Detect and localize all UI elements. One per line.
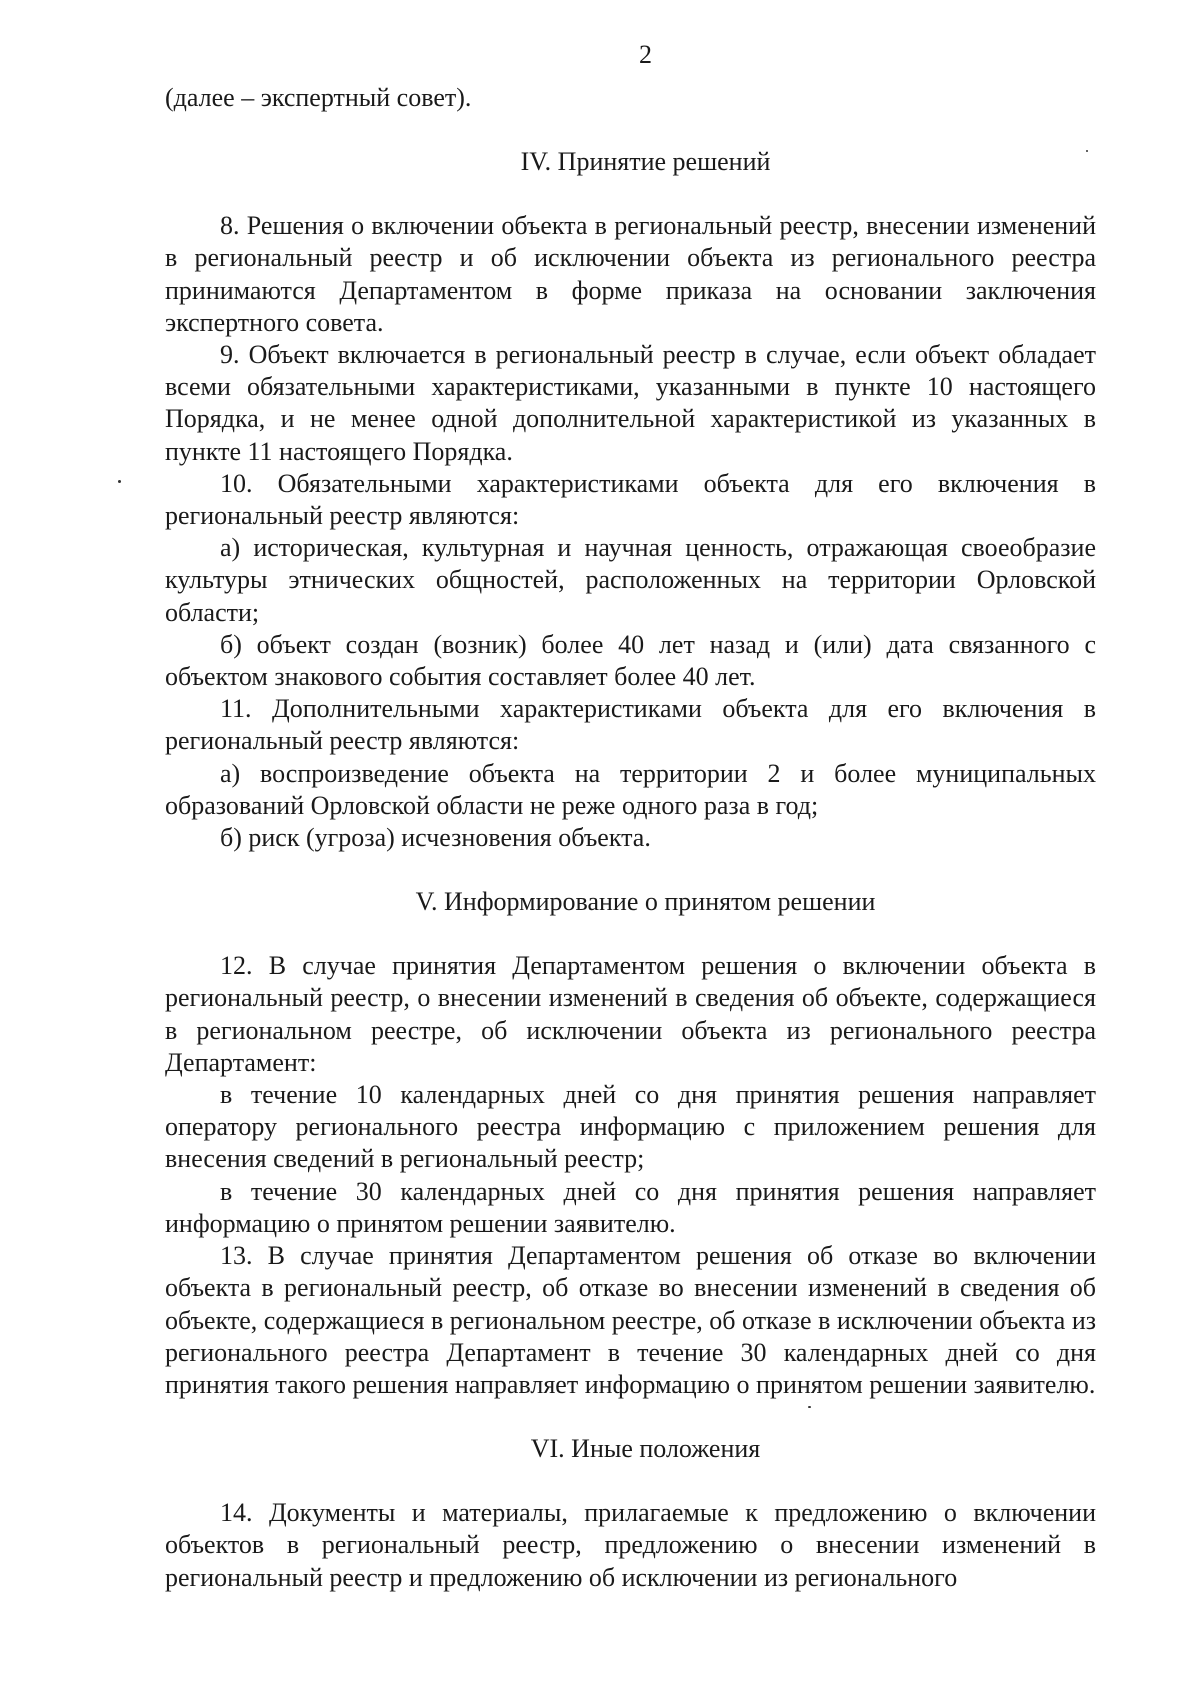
- paragraph-12: 12. В случае принятия Департаментом решения о включении объекта в региональный реестр, о внесении изменений в сведения об объекте, содержащиеся в региональном реестре, об исключении объекта из регионального реестра Департамент:: [165, 951, 1096, 1077]
- section-v-heading: V. Информирование о принятом решении: [415, 887, 876, 917]
- scan-speck: [118, 480, 121, 483]
- paragraph-14: 14. Документы и материалы, прилагаемые к предложению о включении объектов в региональный реестр, предложению о внесении изменений в региональный реестр и предложению об исключении из регионального: [165, 1498, 1096, 1592]
- paragraph-13: 13. В случае принятия Департаментом решения об отказе во включении объекта в региональный реестр, об отказе во внесении изменений в сведения об объекте, содержащиеся в региональном реестре, об отказе в исключении объекта из регионального реестра Департамент в течение 30 календарных дней со дня принятия такого решения направляет информацию о принятом решении заявителю.: [165, 1241, 1096, 1399]
- paragraph-10a: а) историческая, культурная и научная ценность, отражающая своеобразие культуры этнических общностей, расположенных на территории Орловской области;: [165, 533, 1096, 627]
- paragraph-12-item-1: в течение 10 календарных дней со дня принятия решения направляет оператору регионального реестра информацию с приложением решения для внесения сведений в региональный реестр;: [165, 1080, 1096, 1174]
- section-vi-heading: VI. Иные положения: [530, 1434, 761, 1464]
- scan-speck: [808, 1406, 811, 1408]
- section-iv-heading: IV. Принятие решений: [520, 147, 771, 177]
- page-number: 2: [639, 40, 652, 69]
- intro-line: (далее – экспертный совет).: [165, 83, 472, 112]
- paragraph-11: 11. Дополнительными характеристиками объекта для его включения в региональный реестр являются:: [165, 694, 1096, 756]
- paragraph-9: 9. Объект включается в региональный реестр в случае, если объект обладает всеми обязательными характеристиками, указанными в пункте 10 настоящего Порядка, и не менее одной дополнительной характеристикой из указанных в пункте 11 настоящего Порядка.: [165, 340, 1096, 466]
- paragraph-8: 8. Решения о включении объекта в региональный реестр, внесении изменений в региональный реестр и об исключении объекта из регионального реестра принимаются Департаментом в форме приказа на основании заключения экспертного совета.: [165, 211, 1096, 337]
- paragraph-10b: б) объект создан (возник) более 40 лет назад и (или) дата связанного с объектом знакового события составляет более 40 лет.: [165, 629, 1096, 692]
- scan-speck: [1086, 150, 1088, 152]
- paragraph-11a: а) воспроизведение объекта на территории 2 и более муниципальных образований Орловской области не реже одного раза в год;: [165, 758, 1096, 820]
- paragraph-10: 10. Обязательными характеристиками объекта для его включения в региональный реестр являются:: [165, 468, 1096, 531]
- paragraph-12-item-2: в течение 30 календарных дней со дня принятия решения направляет информацию о принятом решении заявителю.: [165, 1176, 1096, 1238]
- paragraph-11b: б) риск (угроза) исчезновения объекта.: [220, 823, 651, 853]
